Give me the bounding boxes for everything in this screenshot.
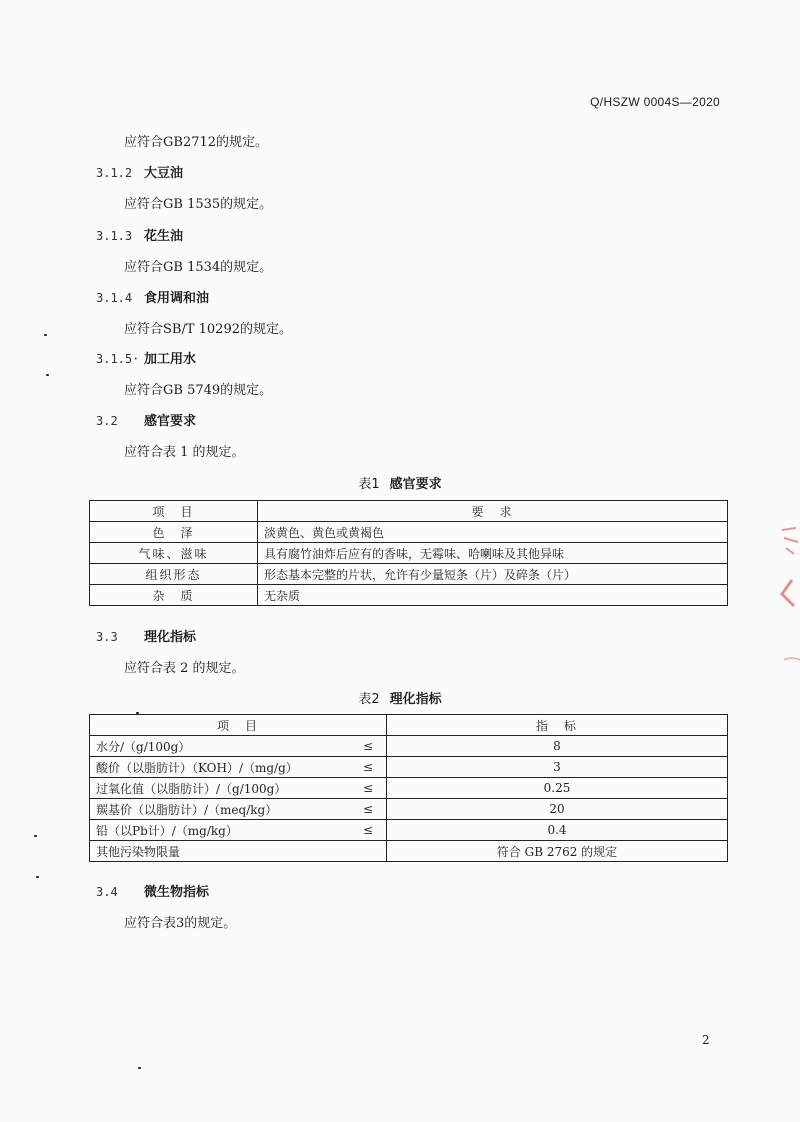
table-row [90,820,728,841]
table-cell-item: 组织形态 [90,564,258,585]
page-number: 2 [702,1033,710,1047]
paragraph-process-water: 应符合GB 5749的规定。 [124,383,273,398]
table-caption-number: 表1 [358,477,380,492]
scan-speck [136,712,139,714]
table-header-item: 项 目 [90,501,258,522]
table-cell-operator: ≤ [350,736,387,757]
heading-3-1-3 [96,225,183,244]
section-number: 3.1.3 [96,229,133,243]
heading-3-1-4 [96,287,209,306]
table-cell-value: 8 [387,736,728,757]
table2-caption [0,688,800,707]
table-cell-value: 3 [387,757,728,778]
section-number: 3.1.4 [96,291,133,305]
table-row [90,585,728,606]
table-cell-item: 气味、滋味 [90,543,258,564]
table-cell-item: 其他污染物限量 [90,841,351,862]
paragraph-soybean-oil: 应符合GB 1535的规定。 [124,197,273,212]
table-caption-title: 感官要求 [389,477,442,492]
table-cell-value: 0.25 [387,778,728,799]
table-row [90,778,728,799]
table-cell-operator: ≤ [350,799,387,820]
section-number: 3.4 [96,885,118,899]
heading-3-4 [96,881,209,900]
table-header-requirement: 要 求 [258,501,728,522]
table-header-row [90,501,728,522]
section-title: 花生油 [144,229,184,244]
seal-stamp-partial [770,520,800,670]
table-cell-item: 杂 质 [90,585,258,606]
table-row [90,543,728,564]
table-header-row [90,715,728,736]
table-header-item: 项 目 [90,715,387,736]
section-title: 加工用水 [144,352,197,367]
section-number: 3.1.2 [96,166,133,180]
table-cell-item: 色 泽 [90,522,258,543]
table-row [90,757,728,778]
table-row [90,841,728,862]
table-cell-item: 过氧化值（以脂肪计）/（g/100g） [90,778,351,799]
paragraph-peanut-oil: 应符合GB 1534的规定。 [124,260,273,275]
section-title: 大豆油 [144,166,184,181]
physicochemical-indicators-table [89,714,728,862]
table-cell-requirement: 淡黄色、黄色或黄褐色 [258,522,728,543]
table1-caption [0,473,800,492]
scan-speck [44,334,47,336]
paragraph-gb2712: 应符合GB2712的规定。 [124,135,269,150]
scan-speck [46,374,49,376]
section-number: 3.3 [96,630,118,644]
table-header-indicator: 指 标 [387,715,728,736]
table-caption-number: 表2 [358,692,380,707]
table-cell-operator: ≤ [350,820,387,841]
document-code: Q/HSZW 0004S—2020 [590,95,720,109]
table-cell-operator [350,841,387,862]
paragraph-table2-ref: 应符合表 2 的规定。 [124,661,245,676]
paragraph-blended-oil: 应符合SB/T 10292的规定。 [124,322,292,337]
section-title: 感官要求 [144,414,197,429]
table-row [90,799,728,820]
table-cell-value: 0.4 [387,820,728,841]
section-number: 3.1.5· [96,352,140,366]
table-cell-operator: ≤ [350,757,387,778]
table-cell-item: 铅（以Pb计）/（mg/kg） [90,820,351,841]
heading-3-2 [96,410,196,429]
heading-3-3 [96,626,196,645]
table-cell-value: 20 [387,799,728,820]
paragraph-table3-ref: 应符合表3的规定。 [124,916,237,931]
table-cell-operator: ≤ [350,778,387,799]
sensory-requirements-table [89,500,728,606]
table-caption-title: 理化指标 [389,692,442,707]
section-title: 食用调和油 [144,291,210,306]
table-row [90,564,728,585]
table-cell-item: 酸价（以脂肪计）（KOH）/（mg/g） [90,757,351,778]
table-cell-requirement: 无杂质 [258,585,728,606]
heading-3-1-2 [96,162,183,181]
section-title: 微生物指标 [144,885,210,900]
section-number: 3.2 [96,414,118,428]
paragraph-table1-ref: 应符合表 1 的规定。 [124,445,245,460]
scan-speck [138,1067,141,1069]
table-cell-requirement: 具有腐竹油炸后应有的香味，无霉味、哈喇味及其他异味 [258,543,728,564]
table-cell-item: 水分/（g/100g） [90,736,351,757]
scan-speck [34,835,37,837]
table-row [90,736,728,757]
scan-speck [36,876,39,878]
table-cell-requirement: 形态基本完整的片状，允许有少量短条（片）及碎条（片） [258,564,728,585]
table-row [90,522,728,543]
table-cell-item: 羰基价（以脂肪计）/（meq/kg） [90,799,351,820]
table-cell-value: 符合 GB 2762 的规定 [387,841,728,862]
section-title: 理化指标 [144,630,197,645]
heading-3-1-5 [96,348,196,367]
